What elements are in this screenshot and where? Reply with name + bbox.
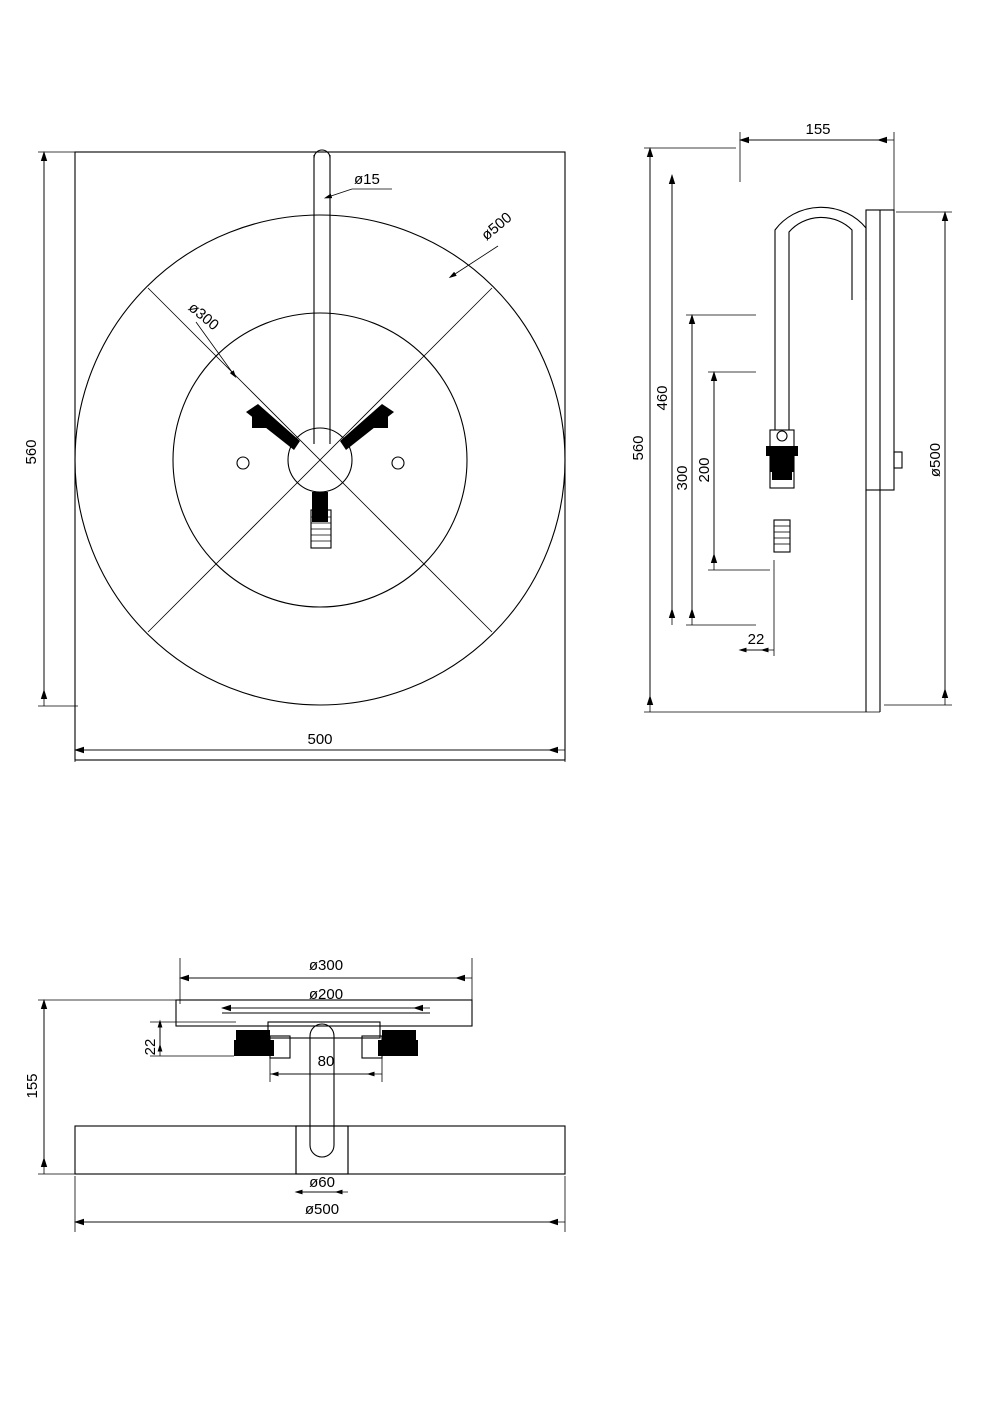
side-view-dimensions: [630, 121, 952, 712]
plan-view-dimensions: [23, 152, 565, 762]
plan-dia500-label: ø500: [478, 209, 516, 245]
side-dia500-label: ø500: [926, 442, 944, 478]
plan-w500-label: 500: [307, 730, 333, 748]
side-w22-label: 22: [747, 630, 765, 648]
side-h200-label: 200: [695, 457, 713, 483]
plan-dia15-label: ø15: [354, 170, 380, 188]
side-h560-label: 560: [629, 435, 647, 461]
front-h155-label: 155: [23, 1073, 41, 1099]
front-view-dimensions: [24, 957, 565, 1232]
front-dia60-label: ø60: [309, 1173, 335, 1191]
front-w80-label: 80: [317, 1052, 335, 1070]
side-h300-label: 300: [673, 465, 691, 491]
side-h460-label: 460: [653, 385, 671, 411]
plan-dia300-label: ø300: [184, 299, 223, 335]
front-h22-label: 22: [141, 1038, 159, 1056]
side-view-geometry: [766, 207, 902, 712]
front-dia200-label: ø200: [308, 985, 344, 1003]
plan-h560-label: 560: [22, 439, 40, 465]
front-dia500-label: ø500: [304, 1200, 340, 1218]
front-dia300-label: ø300: [308, 956, 344, 974]
front-view-geometry: [75, 1000, 565, 1174]
side-w155-label: 155: [805, 120, 831, 138]
